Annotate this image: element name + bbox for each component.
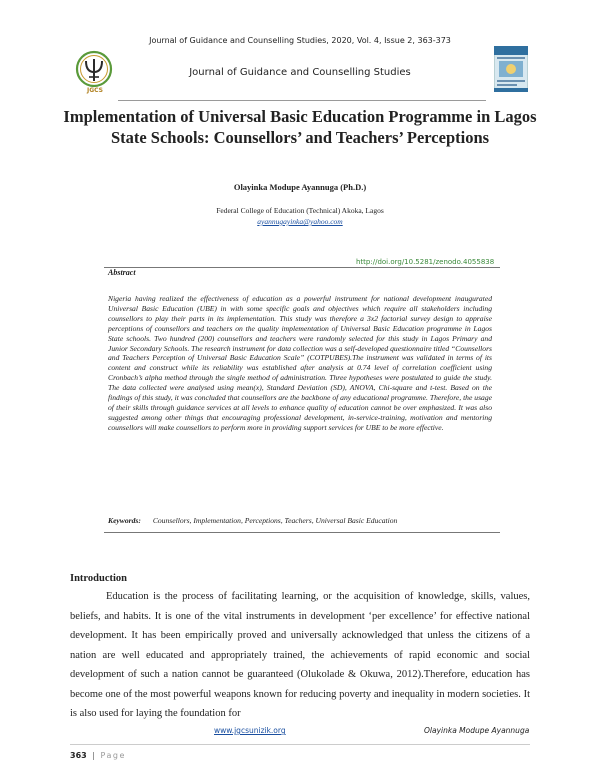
page-number-value: 363	[70, 751, 87, 760]
page-number-separator: |	[92, 751, 95, 760]
page-number	[70, 751, 126, 760]
journal-citation: Journal of Guidance and Counselling Studies, 2020, Vol. 4, Issue 2, 363-373	[149, 36, 451, 45]
footer-divider	[70, 744, 530, 745]
abstract-body: Nigeria having realized the effectiveness of education as a powerful instrument for national development inaugurated Universal Basic Education (UBE) in with some specific goals and objectives which require all stakeholders including counsellors to play their parts in its implementation. This study was therefore a 3x2 factorial survey design to appraise perceptions of counsellors and teachers on the quality implementation of Universal Basic Education programme in Lagos State schools. Two hundred (200) counsellors and teachers were randomly selected for this study in Lagos Primary and Junior Secondary Schools. The research instrument for data collection was a self-developed questionnaire titled “Counsellors and Teachers Perception of Universal Basic Education Scale” (COTPUBES).The instrument was validated in terms of its content and construct while its reliability was established after analysis at 0.74 level of correlation coefficient using Cronbach’s alpha method through the single method of administration. Three hypotheses were postulated to guide the study. The data collected were analysed using mean(x), Standard Deviation (SD), ANOVA, Chi-square and t-test. Based on the findings of this study, it was concluded that counsellors are the backbone of any educational programme. Therefore, the usage of their skills through guidance services at all levels to enhance quality of education cannot be over emphasized. It was also suggested among other things that encouraging professional development, in-service-training, motivation and mentoring counsellors will make counsellors to perform more in providing support services for UBE to be more effective.	[108, 294, 492, 432]
introduction-body: Education is the process of facilitating learning, or the acquisition of knowledge, skills, values, beliefs, and habits. It is one of the vital instruments in development ‘per excellence’ for effective national development. It has been empirically proved and universally acknowledged that unless the citizens of a nation are well educated and appropriately trained, the achievements of rapid economic and social development of such a nation cannot be guaranteed (Olukolade & Okuwa, 2012).Therefore, education has become one of the most powerful weapons known for reducing poverty and inequality in modern societies. It is also used for laying the foundation for	[70, 591, 530, 719]
keywords-list: Counsellors, Implementation, Perceptions, Teachers, Universal Basic Education	[152, 516, 398, 525]
journal-cover-thumbnail	[494, 46, 528, 92]
abstract-top-rule	[104, 267, 500, 268]
doi-link[interactable]: http://doi.org/10.5281/zenodo.4055838	[356, 258, 495, 266]
author-email-link[interactable]: ayannugayinka@yahoo.com	[257, 217, 343, 226]
abstract-heading: Abstract	[108, 268, 136, 277]
page-label: Page	[100, 751, 126, 760]
introduction-heading: Introduction	[70, 573, 127, 584]
author-name: Olayinka Modupe Ayannuga (Ph.D.)	[233, 182, 367, 192]
keywords-label: Keywords:	[108, 516, 141, 525]
logo-text: JGCS	[87, 87, 103, 94]
footer-author: Olayinka Modupe Ayannuga	[424, 726, 530, 735]
header-divider	[118, 100, 486, 101]
footer-website-link[interactable]: www.jgcsunizik.org	[214, 726, 286, 735]
journal-logo	[74, 50, 114, 90]
abstract-bottom-rule	[104, 532, 500, 533]
journal-name: Journal of Guidance and Counselling Studies	[189, 67, 411, 78]
article-title: Implementation of Universal Basic Education Programme in Lagos State Schools: Counsellors’ and Teachers’ Perceptions	[63, 107, 537, 147]
keywords-line	[108, 516, 397, 525]
author-affiliation: Federal College of Education (Technical) Akoka, Lagos	[216, 206, 384, 215]
